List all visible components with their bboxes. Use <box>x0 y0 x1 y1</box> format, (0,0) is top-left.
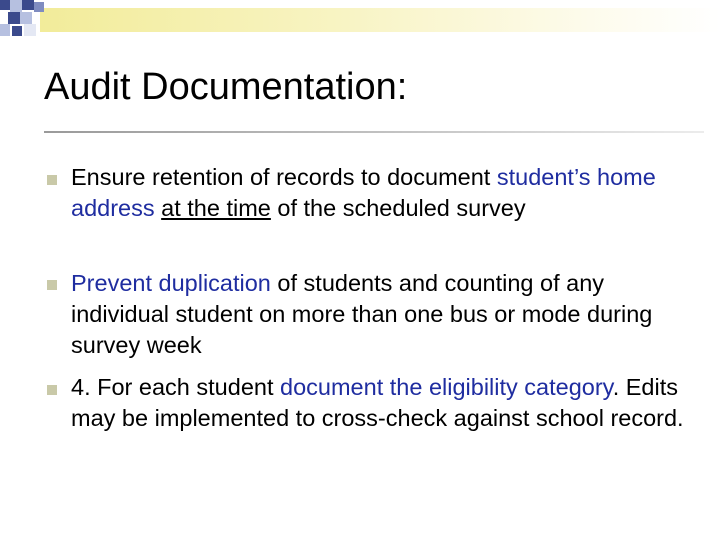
bullet-text <box>71 366 701 434</box>
title-underline-rule <box>44 131 704 133</box>
square-bullet-icon <box>47 175 57 185</box>
bullet-list <box>0 160 720 434</box>
bullet-text-segment: of students and counting of any individual student on more than one bus or mode during survey week <box>71 270 653 358</box>
bullet-text-segment: Ensure retention of records to document <box>71 164 497 190</box>
decorative-square <box>34 2 44 12</box>
highlighted-phrase: document the eligibility category <box>280 374 613 400</box>
bullet-item <box>0 160 720 264</box>
bullet-text <box>71 160 701 224</box>
slide-title: Audit Documentation: <box>44 66 408 108</box>
decorative-square <box>12 26 22 36</box>
decorative-square <box>0 24 10 36</box>
decorative-square <box>20 12 32 24</box>
decorative-gradient-bar <box>40 8 720 32</box>
square-bullet-icon <box>47 385 57 395</box>
highlighted-phrase: Prevent duplication <box>71 270 271 296</box>
bullet-item <box>0 366 720 434</box>
bullet-item <box>0 264 720 366</box>
decorative-square <box>10 0 22 12</box>
highlighted-phrase: student’s home address <box>71 164 656 221</box>
decorative-square <box>0 0 10 10</box>
underlined-phrase: at the time <box>161 195 271 221</box>
decorative-square <box>8 12 20 24</box>
bullet-text <box>71 264 701 361</box>
bullet-text-segment: of the scheduled survey <box>270 195 526 221</box>
decorative-square <box>22 0 34 10</box>
bullet-text-segment: 4. For each student <box>71 374 281 400</box>
bullet-text-segment: . Edits may be implemented to cross-check against school record. <box>71 374 684 431</box>
decorative-square <box>24 24 36 36</box>
square-bullet-icon <box>47 280 57 290</box>
corner-decoration <box>0 0 720 48</box>
